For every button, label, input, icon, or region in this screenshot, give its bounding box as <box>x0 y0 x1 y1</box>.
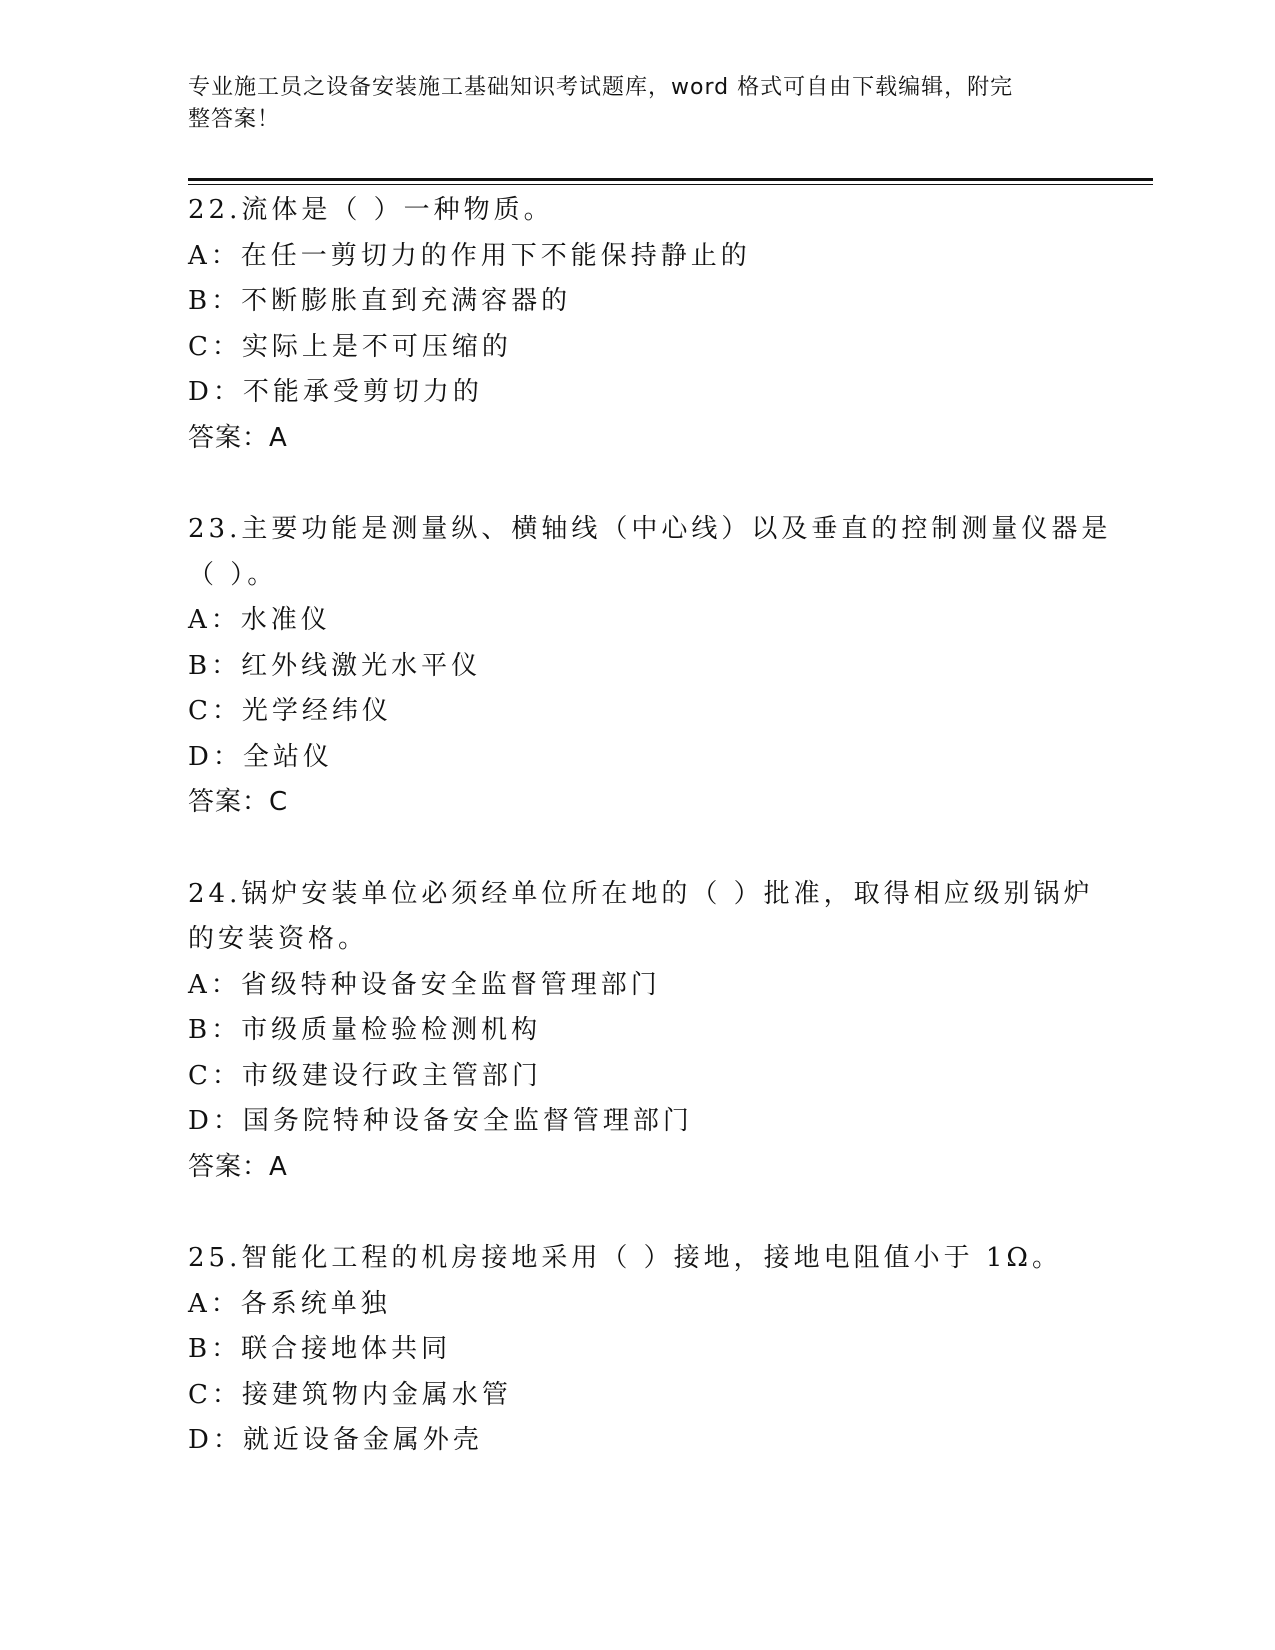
option-d: D：全站仪 <box>188 741 333 772</box>
option-a: A：各系统单独 <box>188 1288 391 1319</box>
document-header <box>188 72 1088 136</box>
question-22 <box>188 188 1088 461</box>
option-b: B：不断膨胀直到充满容器的 <box>188 286 572 316</box>
question-23 <box>188 507 1112 826</box>
question-stem-line-1: 24.锅炉安装单位必须经单位所在地的（ ）批准，取得相应级别锅炉 <box>188 878 1094 909</box>
header-divider-thin <box>188 184 1153 185</box>
question-stem: 25.智能化工程的机房接地采用（ ）接地，接地电阻值小于 1Ω。 <box>188 1243 1062 1273</box>
question-stem: 22.流体是（ ）一种物质。 <box>188 195 554 225</box>
option-c: C：市级建设行政主管部门 <box>188 1060 542 1091</box>
question-24 <box>188 872 1094 1191</box>
question-stem-line-1: 23.主要功能是测量纵、横轴线（中心线）以及垂直的控制测量仪器是 <box>188 514 1112 544</box>
answer-line: 答案：A <box>188 1151 288 1182</box>
option-c: C：接建筑物内金属水管 <box>188 1379 512 1410</box>
option-d: D：国务院特种设备安全监督管理部门 <box>188 1106 693 1136</box>
option-b: B：市级质量检验检测机构 <box>188 1015 542 1045</box>
option-a: A：省级特种设备安全监督管理部门 <box>188 969 661 1000</box>
option-b: B：红外线激光水平仪 <box>188 650 482 681</box>
option-a: A：水准仪 <box>188 605 331 635</box>
question-stem-line-2: 的安装资格。 <box>188 924 369 954</box>
header-line-2: 整答案！ <box>188 107 281 132</box>
option-c: C：实际上是不可压缩的 <box>188 331 512 362</box>
option-c: C：光学经纬仪 <box>188 696 392 726</box>
question-stem-line-2: （ ）。 <box>188 559 278 590</box>
answer-line: 答案：C <box>188 787 289 817</box>
option-a: A：在任一剪切力的作用下不能保持静止的 <box>188 240 751 271</box>
option-d: D：不能承受剪切力的 <box>188 377 483 407</box>
header-line-1: 专业施工员之设备安装施工基础知识考试题库，word 格式可自由下载编辑，附完 <box>188 75 1014 100</box>
header-divider-thick <box>188 178 1153 181</box>
answer-line: 答案：A <box>188 422 288 453</box>
question-25 <box>188 1236 1088 1464</box>
question-list <box>188 188 1112 1464</box>
option-d: D：就近设备金属外壳 <box>188 1425 483 1455</box>
option-b: B：联合接地体共同 <box>188 1334 452 1364</box>
